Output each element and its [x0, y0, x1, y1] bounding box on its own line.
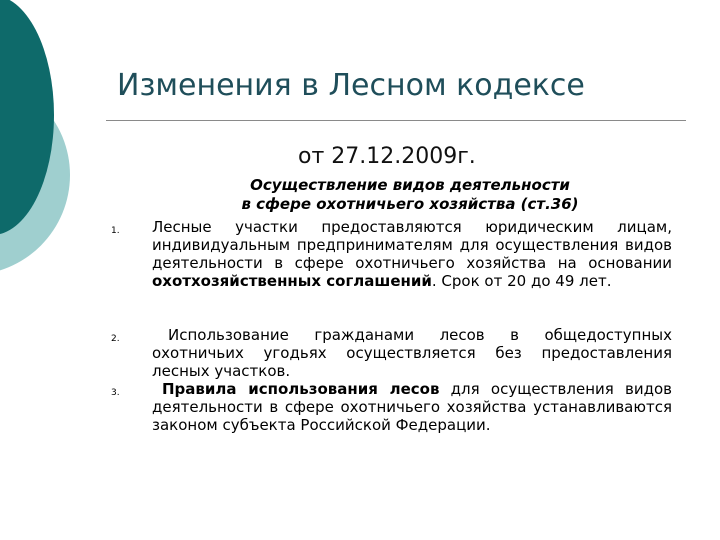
title-divider: [106, 120, 686, 121]
list-item-text: [152, 218, 672, 326]
list-item-number: 2.: [111, 334, 120, 344]
item-text-end: для осуществления видов деятельности в сфере охотничьего хозяйства устанавливаются законом субъекта Российской Федерации.: [152, 380, 672, 434]
list-item-number: 1.: [111, 226, 120, 236]
list-item: [106, 218, 672, 326]
numbered-list: [106, 218, 672, 434]
subheading-line-1: Осуществление видов деятельности: [250, 176, 570, 194]
item-bold-text: охотхозяйственных соглашений: [152, 272, 432, 290]
item-text-start: Лесные участки предоставляются юридическим лицам, индивидуальным предпринимателям для осуществления видов деятельности в сфере охотничьего хозяйства на основании: [152, 218, 672, 272]
list-item-number: 3.: [111, 388, 120, 398]
decorative-circles: [0, 0, 120, 300]
slide-date: от 27.12.2009г.: [298, 144, 476, 169]
list-item: [106, 380, 672, 434]
list-item-text: Использование гражданами лесов в общедоступных охотничьих угодьях осуществляется без предоставления лесных участков.: [152, 326, 672, 380]
subheading-line-2: в сфере охотничьего хозяйства (ст.36): [241, 195, 579, 213]
item-bold-text: Правила использования лесов: [162, 380, 440, 398]
list-item: [106, 326, 672, 380]
slide-title: Изменения в Лесном кодексе: [117, 68, 585, 103]
list-item-text: [152, 380, 672, 434]
item-text-end: . Срок от 20 до 49 лет.: [431, 272, 612, 290]
subheading: [150, 176, 670, 214]
